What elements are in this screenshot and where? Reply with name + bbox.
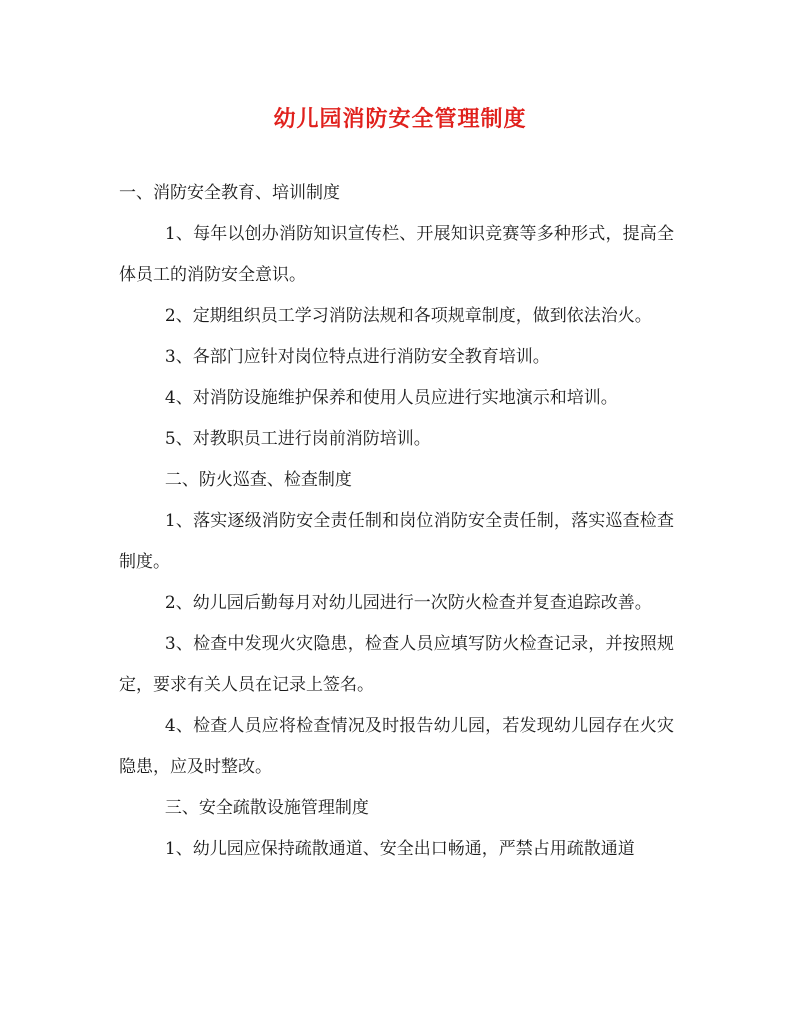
- paragraph: 3、各部门应针对岗位特点进行消防安全教育培训。: [164, 347, 550, 367]
- document-body: [119, 173, 674, 870]
- paragraph: 1、幼儿园应保持疏散通道、安全出口畅通，严禁占用疏散通道: [164, 839, 635, 859]
- paragraph: 4、检查人员应将检查情况及时报告幼儿园，若发现幼儿园存在火灾隐患，应及时整改。: [119, 716, 674, 777]
- paragraph: 4、对消防设施维护保养和使用人员应进行实地演示和培训。: [164, 388, 618, 408]
- paragraph: 3、检查中发现火灾隐患，检查人员应填写防火检查记录，并按照规定，要求有关人员在记录上签名。: [119, 634, 674, 695]
- paragraph: 1、每年以创办消防知识宣传栏、开展知识竞赛等多种形式，提高全体员工的消防安全意识。: [119, 224, 674, 285]
- paragraph: 2、定期组织员工学习消防法规和各项规章制度，做到依法治火。: [164, 306, 652, 326]
- paragraph: 2、幼儿园后勤每月对幼儿园进行一次防火检查并复查追踪改善。: [164, 593, 652, 613]
- document-title: 幼儿园消防安全管理制度: [273, 106, 527, 132]
- paragraph: 1、落实逐级消防安全责任制和岗位消防安全责任制，落实巡查检查制度。: [119, 511, 674, 572]
- section-heading-3: 三、安全疏散设施管理制度: [164, 798, 369, 818]
- section-heading-2: 二、防火巡查、检查制度: [164, 470, 352, 490]
- section-heading-1: 一、消防安全教育、培训制度: [119, 183, 340, 203]
- paragraph: 5、对教职员工进行岗前消防培训。: [164, 429, 431, 449]
